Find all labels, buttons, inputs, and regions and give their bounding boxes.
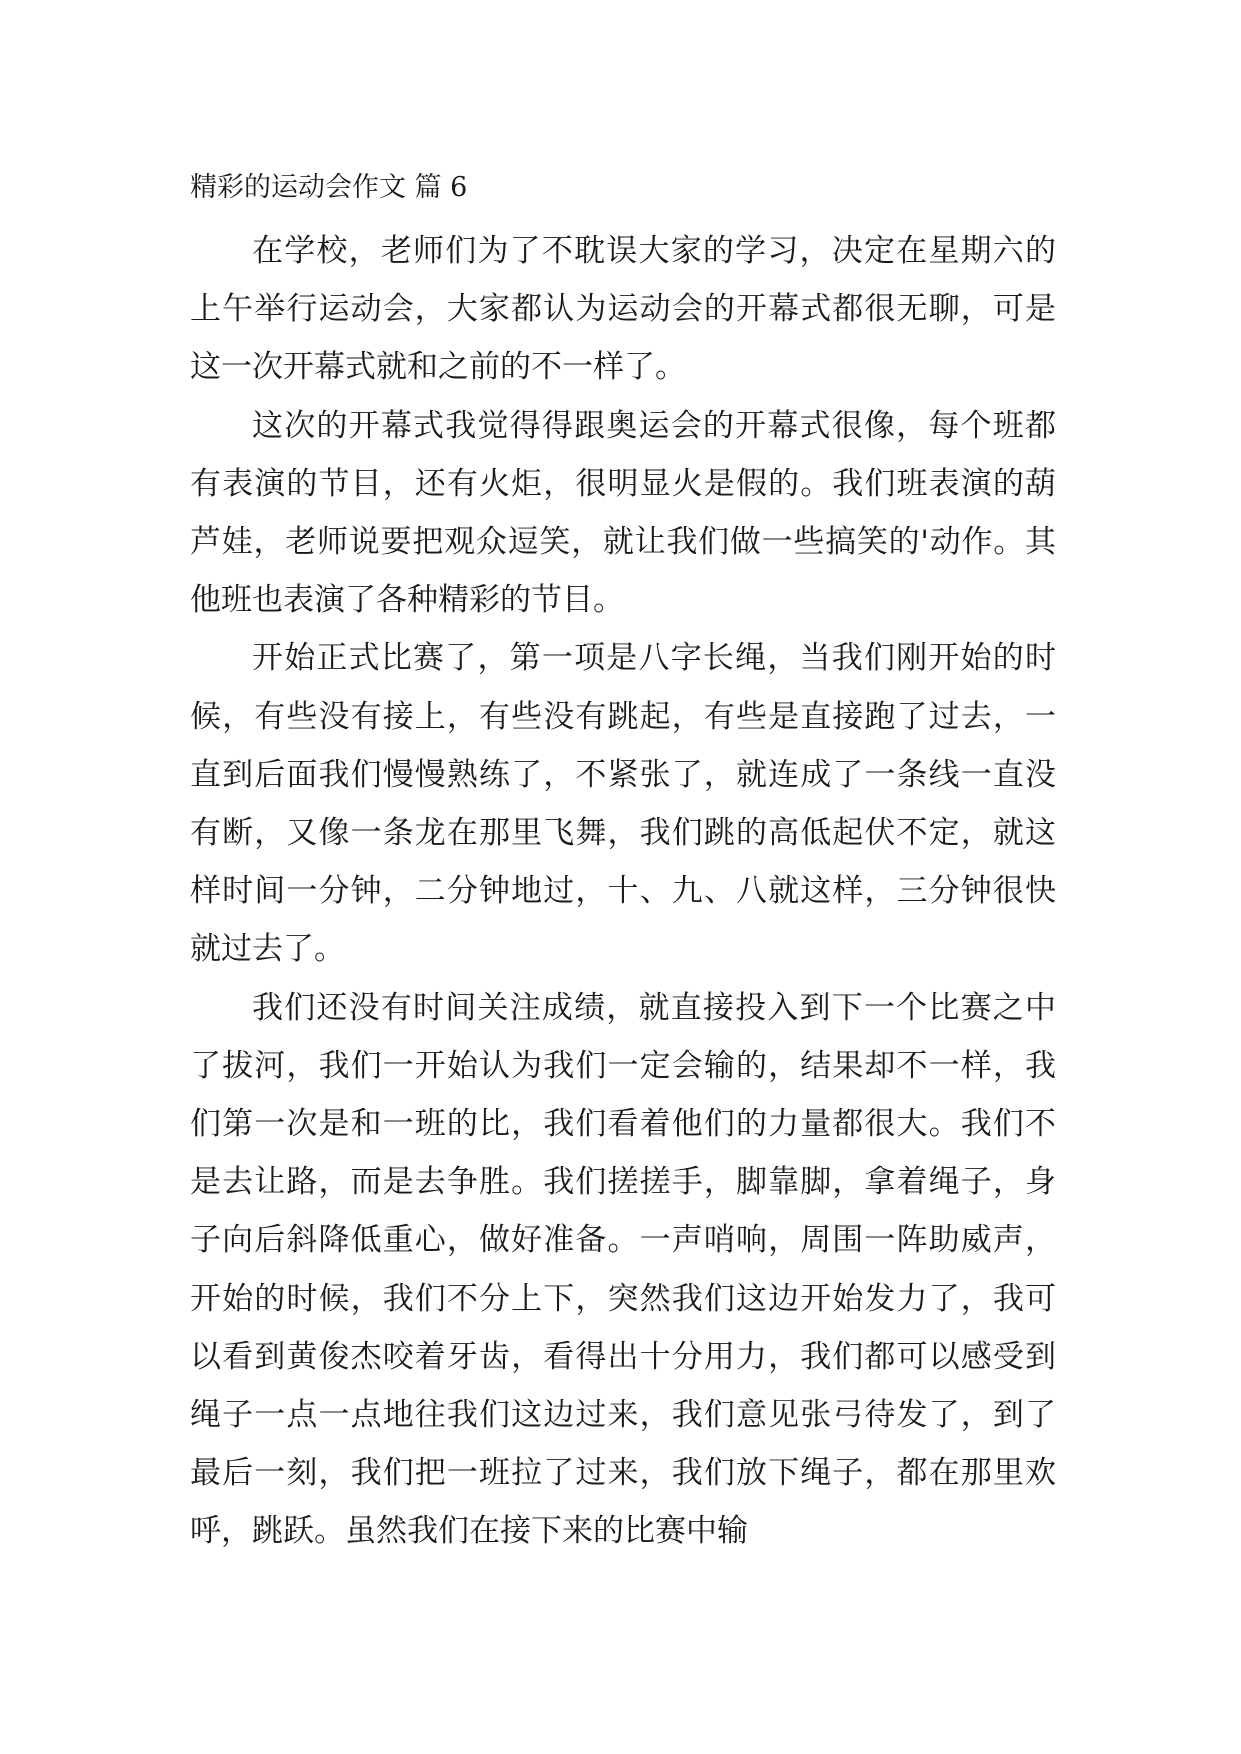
paragraph-2: 这次的开幕式我觉得得跟奥运会的开幕式很像，每个班都有表演的节目，还有火炬，很明显火是假的。我们班表演的葫芦娃，老师说要把观众逗笑，就让我们做一些搞笑的'动作。其他班也表演了各种精彩的节目。 bbox=[190, 407, 1056, 619]
paragraph-4: 我们还没有时间关注成绩，就直接投入到下一个比赛之中了拔河，我们一开始认为我们一定会输的，结果却不一样，我们第一次是和一班的比，我们看着他们的力量都很大。我们不是去让路，而是去争胜。我们搓搓手，脚靠脚，拿着绳子，身子向后斜降低重心，做好准备。一声哨响，周围一阵助威声，开始的时候，我们不分上下，突然我们这边开始发力了，我可以看到黄俊杰咬着牙齿，看得出十分用力，我们都可以感受到绳子一点一点地往我们这边过来，我们意见张弓待发了，到了最后一刻，我们把一班拉了过来，我们放下绳子，都在那里欢呼，跳跃。虽然我们在接下来的比赛中输 bbox=[190, 989, 1056, 1550]
document-title: 精彩的运动会作文 篇 6 bbox=[190, 172, 468, 203]
paragraph-1: 在学校，老师们为了不耽误大家的学习，决定在星期六的上午举行运动会，大家都认为运动会的开幕式都很无聊，可是这一次开幕式就和之前的不一样了。 bbox=[190, 233, 1056, 386]
document-body bbox=[190, 222, 1056, 1561]
paragraph-3: 开始正式比赛了，第一项是八字长绳，当我们刚开始的时候，有些没有接上，有些没有跳起，有些是直接跑了过去，一直到后面我们慢慢熟练了，不紧张了，就连成了一条线一直没有断，又像一条龙在那里飞舞，我们跳的高低起伏不定，就这样时间一分钟，二分钟地过，十、九、八就这样，三分钟很快就过去了。 bbox=[190, 640, 1056, 968]
